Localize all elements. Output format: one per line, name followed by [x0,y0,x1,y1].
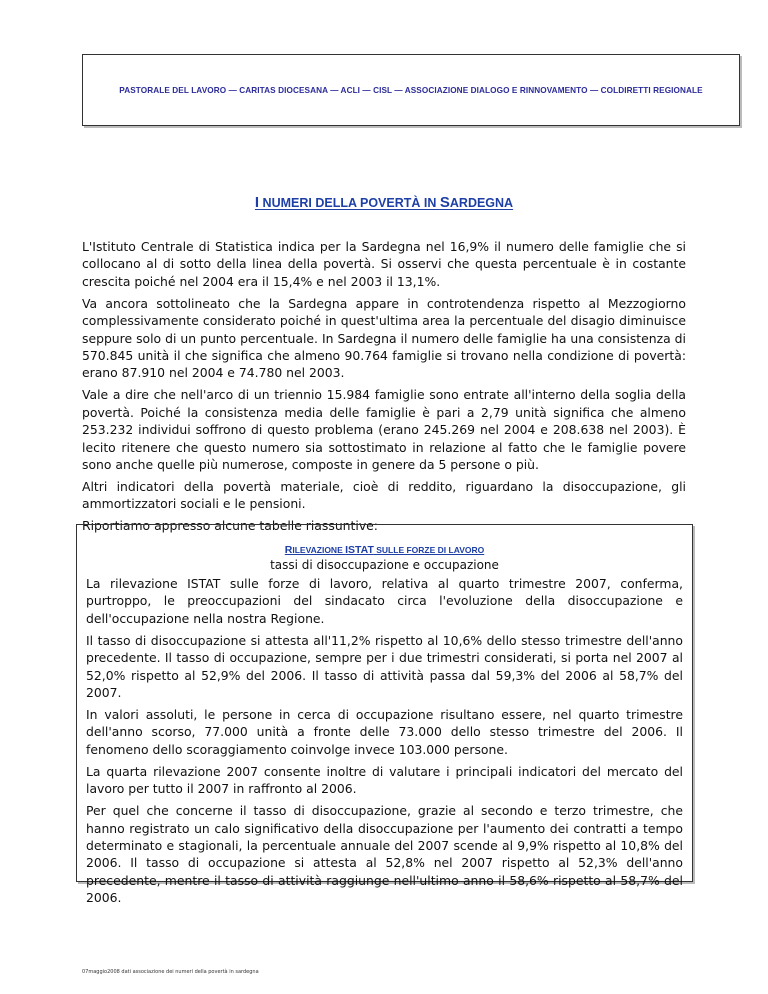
box-title [77,544,692,556]
box-title-part: ISTAT [345,544,374,556]
footer-note: 07maggio2008 dati associazione dei numeri della povertà in sardegna [82,969,259,975]
box-paragraph: Il tasso di disoccupazione si attesta all'11,2% rispetto al 10,6% dello stesso trimestre dell'anno precedente. Il tasso di occupazione, sempre per i due trimestri considerati, si porta nel 2007 al 52,0% rispetto al 52,9% del 2006. Il tasso di attività passa dal 59,3% del 2006 al 58,7% del 2007. [86,632,683,701]
box-paragraph: La quarta rilevazione 2007 consente inoltre di valutare i principali indicatori del mercato del lavoro per tutto il 2007 in raffronto al 2006. [86,763,683,797]
paragraph: L'Istituto Centrale di Statistica indica per la Sardegna nel 16,9% il numero delle famiglie che si collocano al di sotto della linea della povertà. Si osservi che questa percentuale è in costante crescita poiché nel 2004 era il 15,4% e nel 2003 il 13,1%. [82,239,686,289]
istat-box [76,524,693,906]
box-paragraph: Per quel che concerne il tasso di disoccupazione, grazie al secondo e terzo trimestre, che hanno registrato un calo significativo della disoccupazione per l'aumento dei contratti a tempo determinato e stagionali, la percentuale annuale del 2007 scende al 9,9% rispetto al 10,8% del 2006. Il tasso di occupazione si attesta al 52,8% nel 2007 rispetto al 52,3% dell'anno precedente, mentre il tasso di attività raggiunge nell'ultimo anno il 58,6% rispetto al 58,7% del 2006. [86,803,683,906]
box-paragraph: La rilevazione ISTAT sulle forze di lavoro, relativa al quarto trimestre 2007, conferma, purtroppo, le preoccupazioni del sindacato circa l'evoluzione della disoccupazione e dell'occupazione nella nostra Regione. [86,576,683,626]
intro-text [82,238,686,539]
header-organizations: PASTORALE DEL LAVORO — CARITAS DIOCESANA — ACLI — CISL — ASSOCIAZIONE DIALOGO E RINNOVAMENTO — COLDIRETTI REGIONALE [119,85,703,95]
paragraph: Va ancora sottolineato che la Sardegna appare in controtendenza rispetto al Mezzogiorno complessivamente considerato poiché in quest'ultima area la percentuale del disagio diminuisce seppure solo di un punto percentuale. In Sardegna il numero delle famiglie ha una consistenza di 570.845 unità il che significa che almeno 90.764 famiglie si trovano nella condizione di povertà: erano 87.910 nel 2004 e 74.780 nel 2003. [82,295,686,381]
page-title [0,194,768,211]
paragraph: Riportiamo appresso alcune tabelle riassuntive: [82,518,378,534]
title-part: I [254,194,260,211]
box-title-part: ILEVAZIONE [292,545,346,555]
title-part: S [439,194,450,211]
title-part: ARDEGNA [449,196,514,210]
paragraph: Altri indicatori della povertà materiale, cioè di reddito, riguardano la disoccupazione, gli ammortizzatori sociali e le pensioni. [82,479,686,512]
box-title-part: R [284,544,293,556]
box-title-part: SULLE FORZE DI LAVORO [373,545,485,555]
title-part: NUMERI DELLA POVERTÀ IN [259,196,440,210]
header-box [82,54,740,126]
box-paragraph: In valori assoluti, le persone in cerca di occupazione risultano essere, nel quarto trimestre dell'anno scorso, 77.000 unità a fronte delle 73.000 dello stesso trimestre del 2006. Il fenomeno dello scoraggiamento coinvolge invece 103.000 persone. [86,707,683,757]
paragraph: Vale a dire che nell'arco di un triennio 15.984 famiglie sono entrate all'interno della soglia della povertà. Poiché la consistenza media delle famiglie è pari a 2,79 unità significa che almeno 253.232 individui soffrono di questo problema (erano 245.269 nel 2004 e 208.638 nel 2003). È lecito ritenere che questo numero sia sottostimato in relazione al fatto che le famiglie povere sono anche quelle più numerose, composte in genere da 5 persone o più. [82,387,686,473]
box-body [86,575,683,907]
box-subtitle: tassi di disoccupazione e occupazione [270,558,499,572]
